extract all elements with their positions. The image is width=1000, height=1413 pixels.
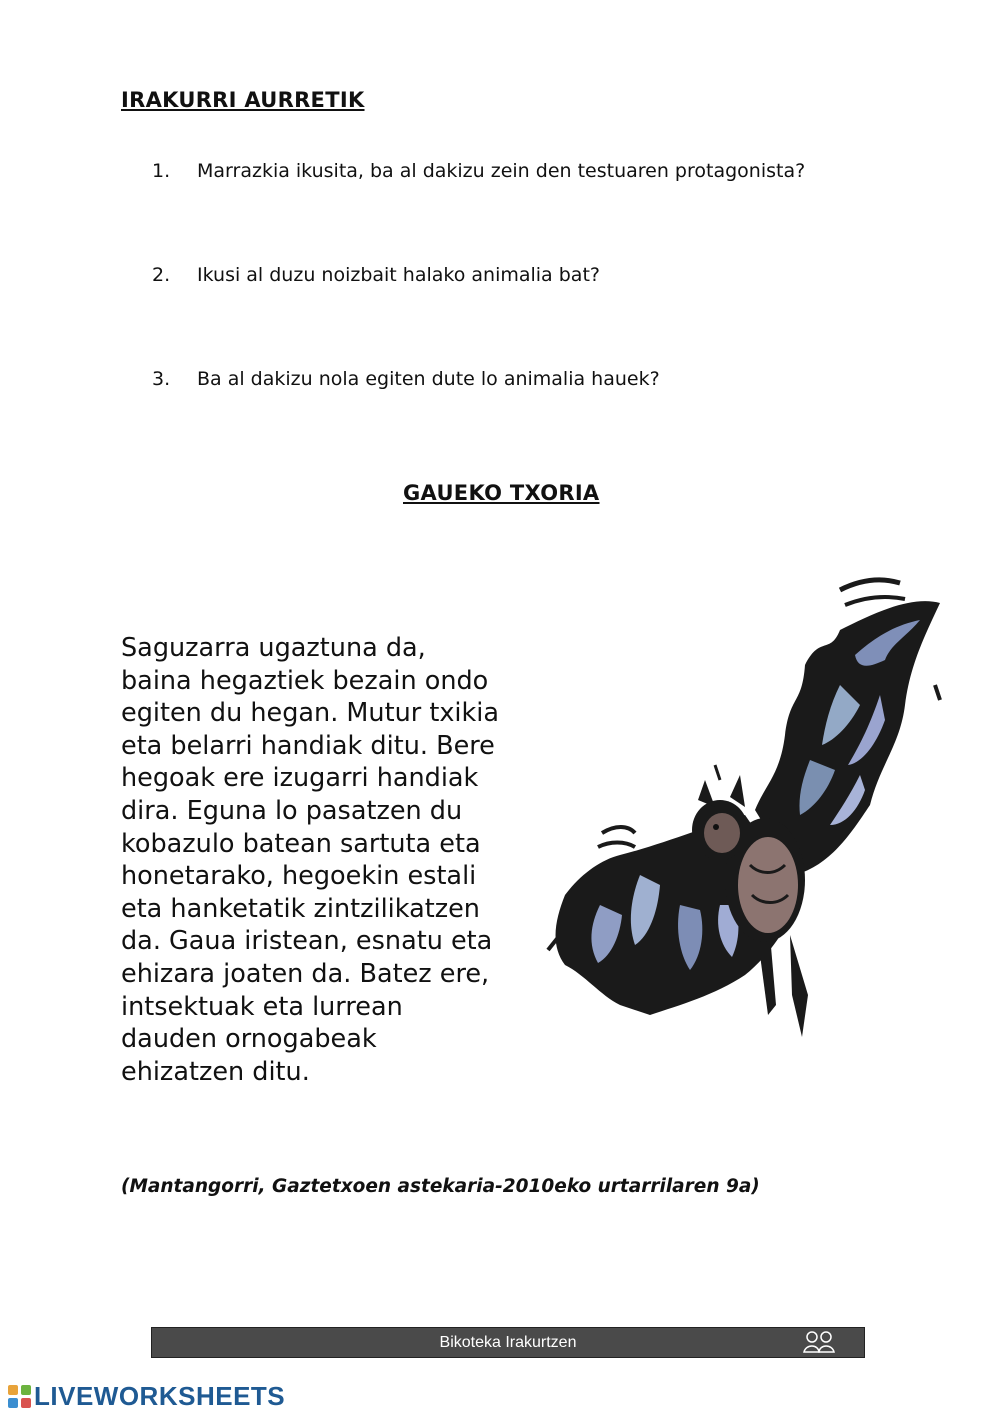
- question-number: 3.: [152, 368, 171, 390]
- footer-bar: [151, 1327, 865, 1358]
- story-body: Saguzarra ugaztuna da, baina hegaztiek bezain ondo egiten du hegan. Mutur txikia eta belarri handiak ditu. Bere hegoak ere izugarri handiak dira. Eguna lo pasatzen du kobazulo batean sartuta eta honetarako, hegoekin estali eta hanketatik zintzilikatzen da. Gaua iristean, esnatu eta ehizara joaten da. Batez ere, intsektuak eta lurrean dauden ornogabeak ehizatzen ditu.: [121, 633, 499, 1087]
- brand-logo: [8, 1381, 285, 1412]
- liveworksheets-logo-icon: [8, 1385, 32, 1409]
- brand-text: LIVEWORKSHEETS: [34, 1381, 286, 1411]
- question-number: 2.: [152, 264, 171, 286]
- question-text: Ikusi al duzu noizbait halako animalia bat?: [197, 264, 600, 286]
- question-number: 1.: [152, 160, 171, 182]
- question-item: [152, 368, 660, 390]
- question-item: [152, 160, 805, 182]
- reading-pair-icon: [800, 1328, 838, 1356]
- section-heading: IRAKURRI AURRETIK: [121, 88, 365, 112]
- question-text: Ba al dakizu nola egiten dute lo animalia hauek?: [197, 368, 660, 390]
- question-text: Marrazkia ikusita, ba al dakizu zein den testuaren protagonista?: [197, 160, 806, 182]
- bat-illustration-icon: [540, 575, 950, 1045]
- footer-label: Bikoteka Irakurtzen: [439, 1334, 577, 1351]
- story-source: (Mantangorri, Gaztetxoen astekaria-2010eko urtarrilaren 9a): [121, 1176, 760, 1197]
- story-title: GAUEKO TXORIA: [403, 481, 600, 505]
- question-item: [152, 264, 600, 286]
